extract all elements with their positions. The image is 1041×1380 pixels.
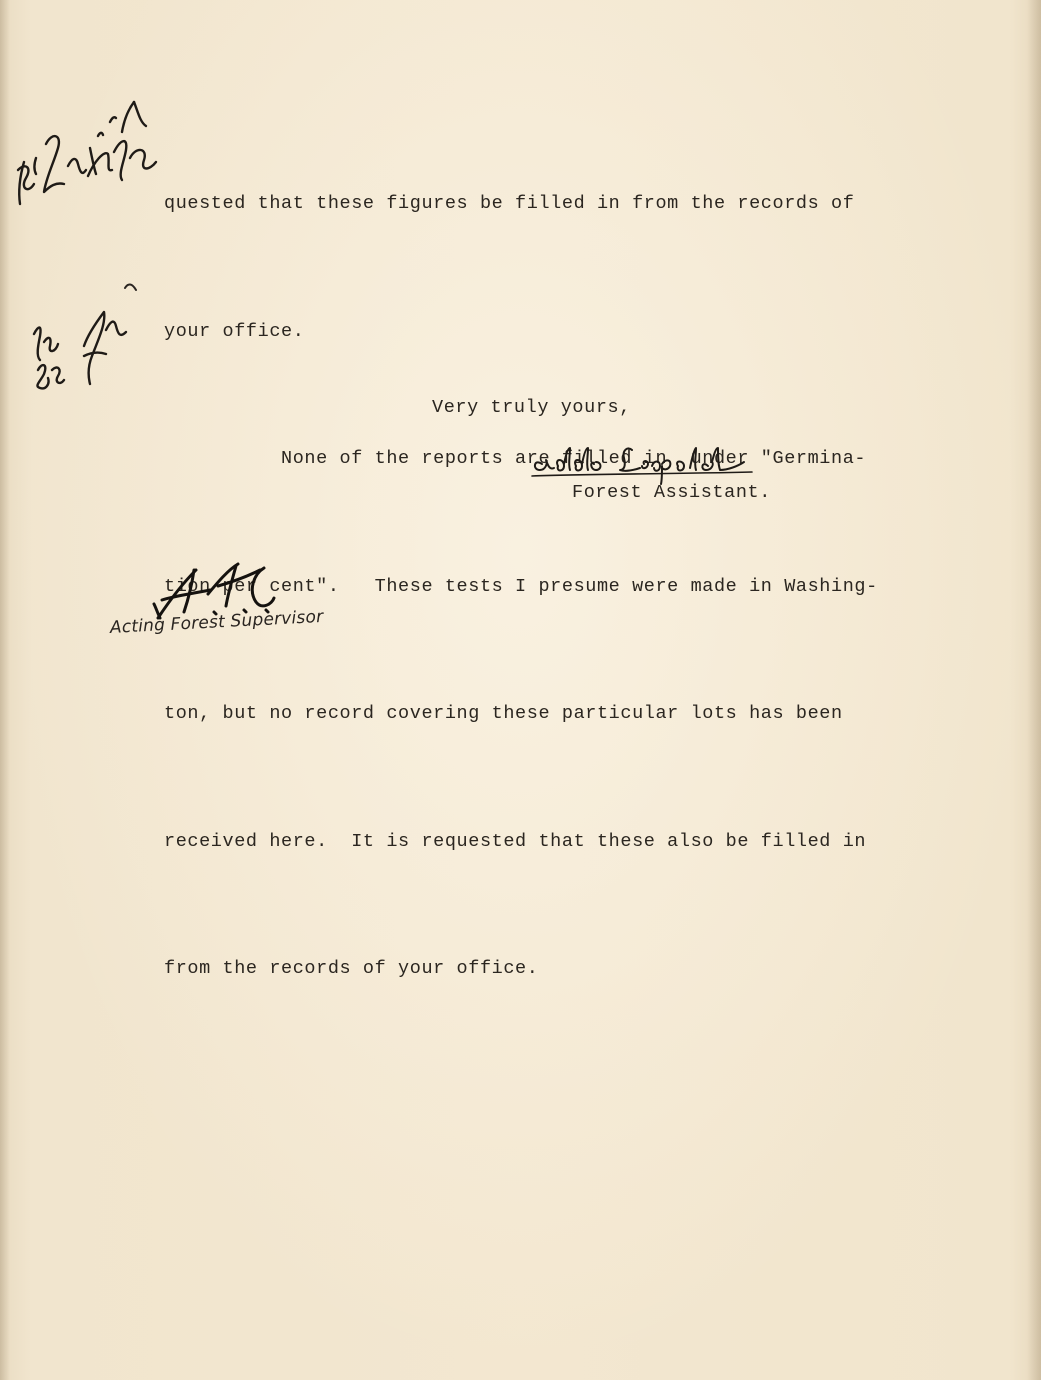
handwritten-margin-note <box>10 92 170 222</box>
stamp-text: Acting Forest Supervisor <box>109 606 324 638</box>
body-line: None of the reports are filled in under "Germina- <box>164 448 867 469</box>
paper-edge-left <box>0 0 10 1380</box>
body-line: tion per cent". These tests I presume were made in Washing- <box>164 575 878 597</box>
body-line: ton, but no record covering these particular lots has been <box>164 703 843 724</box>
body-line: received here. It is requested that these also be filled in <box>164 830 867 852</box>
paper-edge-right <box>1027 0 1041 1380</box>
body-line: from the records of your office. <box>164 958 539 979</box>
body-line: your office. <box>164 320 305 342</box>
signer-title: Forest Assistant. <box>572 482 771 503</box>
letter-closing: Very truly yours, <box>432 397 631 418</box>
body-line: quested that these figures be filled in from the records of <box>164 193 855 214</box>
handwritten-margin-note-file <box>28 300 138 400</box>
margin-tick-mark <box>123 280 139 294</box>
